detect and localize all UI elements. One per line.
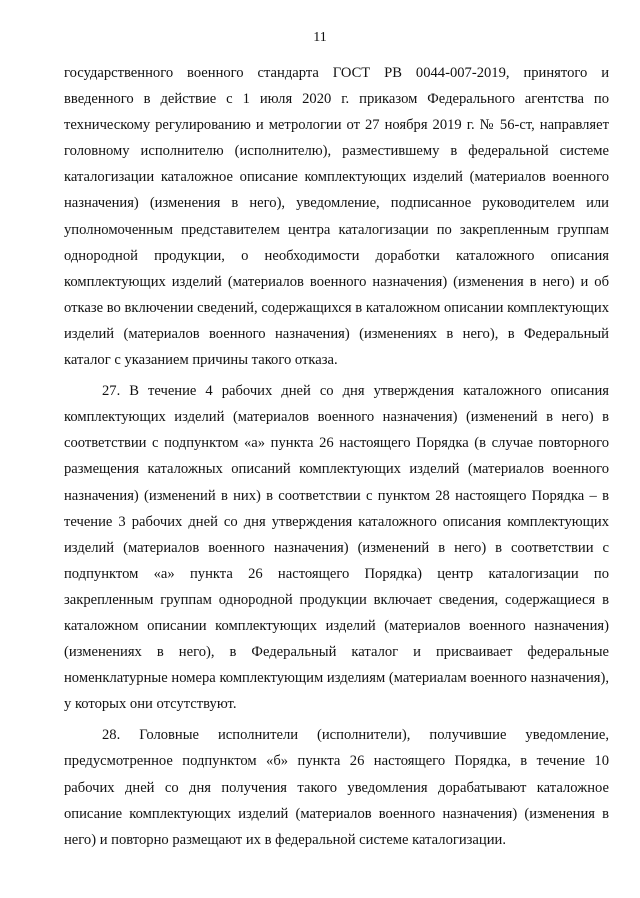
paragraph-continuation: государственного военного стандарта ГОСТ РВ 0044-007-2019, принятого и введенного в действие с 1 июля 2020 г. приказом Федерального агентства по техническому регулированию и метрологии от 27 ноября 2019 г. № 56-ст, направляет головному исполнителю (исполнителю), разместившему в федеральной системе каталогизации каталожное описание комплектующих изделий (материалов военного назначения) (изменения в него), уведомление, подписанное руководителем или уполномоченным представителем центра каталогизации по закрепленным группам однородной продукции, о необходимости доработки каталожного описания комплектующих изделий (материалов военного назначения) (изменения в него) и об отказе во включении сведений, содержащихся в каталожном описании комплектующих изделий (материалов военного назначения) (изменениях в него), в Федеральный каталог с указанием причины такого отказа.	[64, 65, 609, 369]
paragraph-item-27: 27. В течение 4 рабочих дней со дня утверждения каталожного описания комплектующих изделий (материалов военного назначения) (изменений в него) в соответствии с подпунктом «а» пункта 26 настоящего Порядка (в случае повторного размещения каталожных описаний комплектующих изделий (материалов военного назначения) (изменений в них) в соответствии с пунктом 28 настоящего Порядка – в течение 3 рабочих дней со дня утверждения каталожного описания комплектующих изделий (материалов военного назначения) (изменений в него) в соответствии с подпунктом «а» пункта 26 настоящего Порядка) центр каталогизации по закрепленным группам однородной продукции включает сведения, содержащиеся в каталожном описании комплектующих изделий (материалов военного назначения) (изменениях в него), в Федеральный каталог и присваивает федеральные номенклатурные номера комплектующим изделиям (материалам военного назначения), у которых они отсутствуют.	[64, 383, 609, 713]
document-body	[64, 60, 609, 853]
paragraph-item-28: 28. Головные исполнители (исполнители), получившие уведомление, предусмотренное подпунктом «б» пункта 26 настоящего Порядка, в течение 10 рабочих дней со дня получения такого уведомления дорабатывают каталожное описание комплектующих изделий (материалов военного назначения) (изменения в него) и повторно размещают их в федеральной системе каталогизации.	[64, 727, 609, 848]
page-number: 11	[313, 30, 327, 45]
